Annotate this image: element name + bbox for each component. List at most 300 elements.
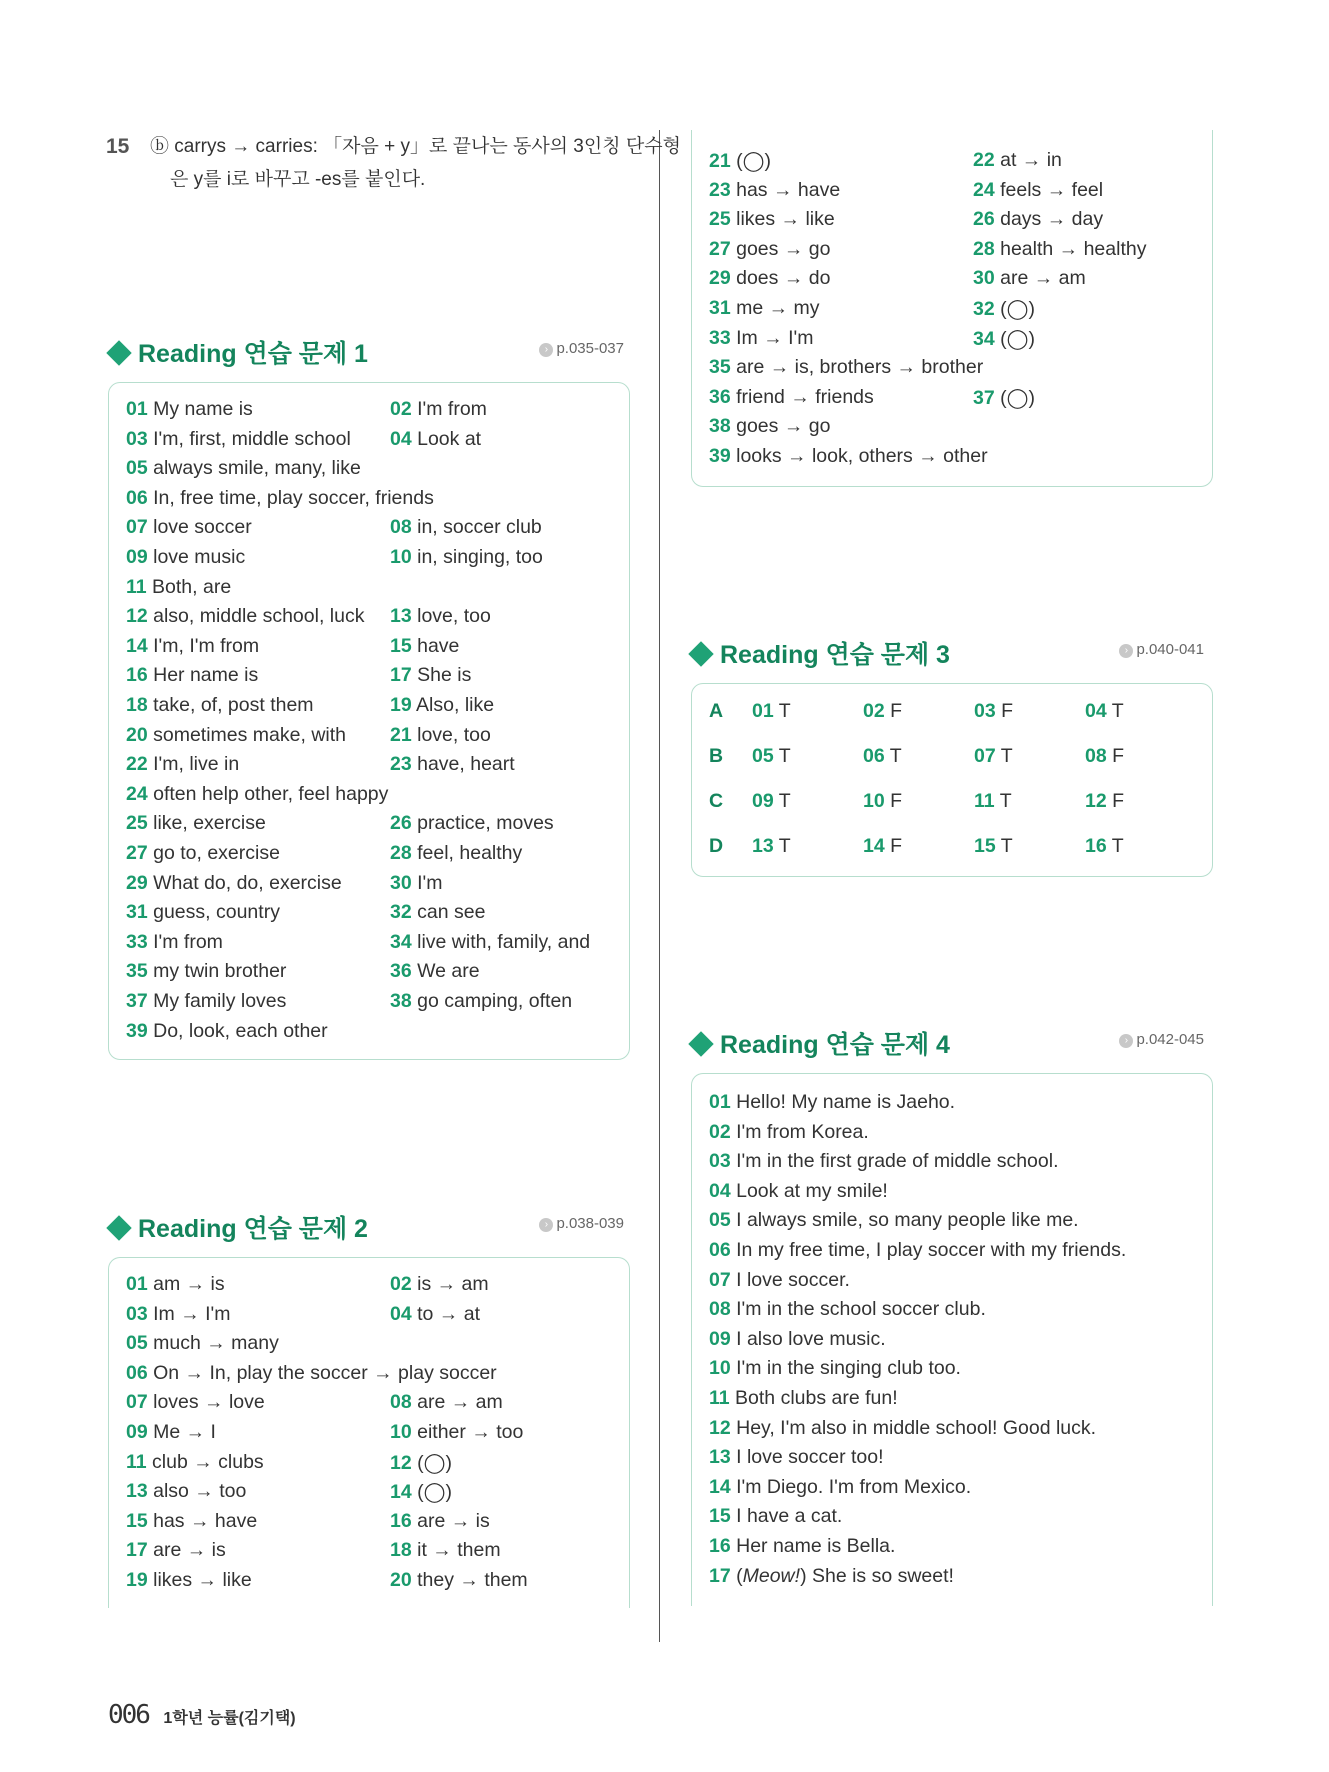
- answer-item: [126, 1451, 264, 1474]
- answer-item: [709, 415, 830, 438]
- answer-text: I'm: [411, 871, 443, 894]
- answer-item: [390, 694, 494, 717]
- answer-number: 15: [709, 1505, 731, 1528]
- explanation-line-2: 은 y를 i로 바꾸고 -es를 붙인다.: [170, 169, 426, 190]
- answer-text: are → is: [147, 1539, 226, 1562]
- row-label: D: [709, 835, 724, 857]
- answer-item: [126, 990, 286, 1013]
- answer-text: T: [1106, 700, 1124, 722]
- answer-item: [1085, 700, 1124, 723]
- answer-text: at → in: [994, 149, 1062, 171]
- answer-item: [390, 1480, 452, 1504]
- answer-number: 08: [390, 1391, 412, 1414]
- answer-item: [709, 445, 988, 468]
- diamond-icon: [688, 641, 713, 666]
- answer-text: love, too: [411, 605, 491, 628]
- answer-number: 08: [1085, 745, 1107, 767]
- answer-text: My name is: [147, 398, 253, 420]
- answer-number: 08: [390, 516, 412, 539]
- answer-item: [390, 724, 491, 747]
- answer-text: always smile, many, like: [147, 457, 361, 480]
- answer-item: [973, 149, 1062, 172]
- answer-text: We are: [411, 960, 480, 983]
- answer-text: I'm, I'm from: [147, 634, 260, 657]
- answer-item: [973, 179, 1103, 202]
- answer-item: [709, 1150, 1059, 1173]
- answer-number: 10: [709, 1357, 731, 1380]
- answer-number: 34: [973, 327, 995, 350]
- answer-item: [390, 872, 443, 895]
- answer-text: I love soccer.: [730, 1268, 850, 1291]
- answer-text: F: [884, 790, 903, 812]
- answer-item: [709, 297, 820, 320]
- answer-text: What do, do, exercise: [147, 871, 342, 894]
- answer-number: 04: [1085, 700, 1107, 722]
- answer-text: loves → love: [147, 1391, 265, 1414]
- answer-number: 01: [126, 1273, 148, 1295]
- answer-number: 16: [709, 1535, 731, 1557]
- answer-number: 30: [973, 267, 995, 290]
- answer-number: 35: [126, 960, 148, 983]
- answer-text: go to, exercise: [147, 842, 280, 864]
- answer-text: club → clubs: [146, 1450, 264, 1473]
- answer-item: [126, 1421, 216, 1444]
- answer-number: 20: [390, 1569, 412, 1591]
- answer-number: 07: [126, 516, 148, 539]
- answer-text: T: [995, 835, 1013, 857]
- answer-item: [709, 1209, 1079, 1232]
- section-4-header: [688, 1025, 1204, 1065]
- answer-item: [863, 790, 902, 813]
- section-title: Reading 연습 문제 4: [720, 1031, 950, 1059]
- answer-text: feel, healthy: [411, 842, 523, 864]
- answer-item: [126, 398, 253, 421]
- answer-item: [974, 790, 1012, 813]
- answer-number: 05: [752, 745, 774, 767]
- answer-text: my twin brother: [147, 960, 287, 983]
- answer-item: [390, 842, 522, 865]
- answer-number: 31: [709, 297, 731, 319]
- answer-text: (◯): [994, 298, 1035, 320]
- answer-text: have, heart: [411, 753, 515, 776]
- answer-number: 03: [126, 1302, 148, 1325]
- answer-number: 05: [709, 1209, 731, 1232]
- section-3-answers: [691, 683, 1213, 877]
- answer-text: T: [773, 835, 791, 857]
- page-reference: [1119, 641, 1204, 658]
- answer-text: guess, country: [147, 901, 280, 924]
- answer-text: (◯): [411, 1451, 452, 1474]
- answer-number: 21: [390, 723, 412, 746]
- answer-number: 03: [974, 700, 996, 722]
- answer-text: (◯): [994, 327, 1035, 350]
- answer-text: goes → go: [730, 415, 831, 438]
- answer-item: [126, 694, 314, 717]
- answer-number: 29: [709, 267, 731, 290]
- answer-item: [709, 1446, 884, 1469]
- answer-item: [126, 901, 280, 924]
- answer-number: 17: [390, 664, 412, 687]
- answer-text: T: [995, 745, 1013, 767]
- answer-text: In my free time, I play soccer with my friends.: [730, 1239, 1127, 1261]
- page-reference-text: p.042-045: [1136, 1031, 1204, 1048]
- answer-text: go camping, often: [411, 990, 573, 1012]
- answer-text: are → is: [411, 1509, 490, 1532]
- answer-text: Hey, I'm also in middle school! Good luck.: [730, 1416, 1097, 1439]
- section-4-answers: [691, 1073, 1213, 1606]
- section-title: Reading 연습 문제 2: [138, 1215, 368, 1243]
- answer-number: 04: [390, 1302, 412, 1325]
- answer-number: 02: [863, 700, 885, 722]
- answer-number: 19: [390, 694, 412, 716]
- answer-item: [973, 267, 1086, 290]
- page-reference: [539, 340, 624, 357]
- answer-text: are → am: [411, 1391, 503, 1414]
- answer-number: 09: [126, 1421, 148, 1443]
- answer-number: 02: [390, 1273, 412, 1295]
- answer-item: [709, 179, 840, 202]
- answer-number: 05: [126, 457, 148, 480]
- answer-text: She is: [411, 664, 472, 687]
- answer-number: 02: [709, 1120, 731, 1143]
- answer-item: [126, 960, 286, 983]
- answer-number: 24: [973, 178, 995, 201]
- answer-item: [1085, 835, 1124, 858]
- answer-number: 20: [126, 723, 148, 746]
- answer-text: Im → I'm: [730, 326, 814, 349]
- answer-text: Hello! My name is Jaeho.: [730, 1091, 956, 1113]
- answer-item: [863, 835, 902, 858]
- section-1-answers: [108, 382, 630, 1060]
- answer-text: can see: [411, 901, 486, 924]
- answer-number: 13: [390, 605, 412, 628]
- answer-text: in, soccer club: [411, 516, 542, 539]
- answer-item: [709, 1091, 955, 1114]
- answer-item: [709, 1269, 850, 1292]
- answer-item: [752, 745, 791, 768]
- answer-number: 05: [126, 1332, 148, 1355]
- arrow-right-icon: ›: [539, 343, 553, 357]
- answer-item: [709, 386, 874, 409]
- answer-number: 12: [1085, 790, 1107, 812]
- answer-text: friend → friends: [730, 385, 874, 408]
- answer-number: 03: [126, 427, 148, 450]
- answer-number: 23: [709, 178, 731, 201]
- answer-number: 18: [390, 1539, 412, 1562]
- answer-number: 15: [126, 1509, 148, 1532]
- answer-item: [126, 546, 245, 569]
- answer-number: 36: [709, 385, 731, 408]
- answer-item: [126, 812, 266, 835]
- answer-number: 15: [390, 634, 412, 657]
- answer-number: 12: [709, 1416, 731, 1439]
- answer-number: 32: [390, 901, 412, 924]
- answer-text: are → am: [994, 267, 1086, 290]
- answer-item: [390, 1391, 503, 1414]
- answer-text: much → many: [147, 1332, 279, 1355]
- answer-item: [974, 745, 1013, 768]
- answer-number: 26: [390, 812, 412, 835]
- section-title: Reading 연습 문제 3: [720, 641, 950, 669]
- answer-text: I love soccer too!: [730, 1446, 884, 1469]
- answer-number: 09: [752, 790, 774, 812]
- answer-number: 01: [709, 1091, 731, 1113]
- diamond-icon: [106, 1215, 131, 1240]
- section-2-answers: [108, 1257, 630, 1608]
- answer-text: Look at my smile!: [730, 1179, 888, 1202]
- page-reference-text: p.035-037: [556, 340, 624, 357]
- answer-item: [126, 1569, 252, 1592]
- answer-text: Look at: [411, 427, 482, 450]
- answer-text: are → is, brothers → brother: [730, 356, 984, 379]
- answer-number: 30: [390, 871, 412, 894]
- answer-item: [390, 398, 487, 421]
- answer-number: 13: [126, 1480, 148, 1503]
- answer-item: [126, 1480, 246, 1503]
- answer-text: Both clubs are fun!: [729, 1387, 898, 1409]
- answer-number: 11: [974, 790, 995, 812]
- answer-number: 33: [709, 326, 731, 349]
- answer-text: also, middle school, luck: [147, 605, 365, 628]
- section-3-header: [688, 635, 1204, 675]
- answer-number: 19: [126, 1569, 148, 1591]
- page-number: 006: [108, 1700, 149, 1730]
- answer-item: [390, 812, 554, 835]
- answer-text: In, free time, play soccer, friends: [147, 486, 434, 509]
- answer-item: [126, 1539, 226, 1562]
- answer-number: 29: [126, 871, 148, 894]
- answer-item: [126, 872, 342, 895]
- answer-text: likes → like: [730, 208, 835, 231]
- answer-item: [126, 931, 223, 954]
- answer-number: 39: [126, 1019, 148, 1042]
- answer-text: I'm Diego. I'm from Mexico.: [730, 1475, 972, 1498]
- answer-text: sometimes make, with: [147, 723, 347, 746]
- answer-item: [709, 1121, 869, 1144]
- section-2-answers-continued: [691, 130, 1213, 487]
- answer-text: I'm from: [411, 398, 487, 420]
- arrow-right-icon: ›: [1119, 1034, 1133, 1048]
- answer-number: 01: [126, 398, 148, 420]
- answer-item: [752, 790, 791, 813]
- answer-item: [126, 635, 259, 658]
- answer-text: looks → look, others → other: [730, 445, 988, 467]
- answer-item: [126, 605, 364, 628]
- answer-item: [973, 327, 1035, 351]
- answer-number: 07: [709, 1268, 731, 1291]
- row-label: B: [709, 745, 724, 767]
- section-title: Reading 연습 문제 1: [138, 340, 368, 368]
- answer-item: [126, 1332, 279, 1355]
- answer-number: 31: [126, 901, 148, 924]
- answer-item: [709, 1535, 895, 1558]
- answer-item: [126, 1273, 225, 1296]
- answer-item: [390, 1451, 452, 1475]
- answer-text: On → In, play the soccer → play soccer: [147, 1361, 497, 1384]
- answer-number: 13: [752, 835, 774, 857]
- answer-item: [126, 664, 258, 687]
- answer-text: often help other, feel happy: [147, 782, 389, 805]
- answer-text: I'm, live in: [147, 753, 240, 776]
- answer-item: [390, 990, 572, 1013]
- answer-item: [1085, 790, 1124, 813]
- answer-number: 10: [390, 546, 412, 568]
- answer-item: [390, 960, 480, 983]
- answer-text: also → too: [147, 1480, 247, 1503]
- answer-item: [1085, 745, 1124, 768]
- answer-item: [709, 1328, 886, 1351]
- answer-number: 35: [709, 356, 731, 379]
- arrow-right-icon: ›: [539, 1218, 553, 1232]
- answer-number: 14: [390, 1481, 412, 1504]
- answer-number: 38: [709, 415, 731, 438]
- answer-item: [390, 1569, 528, 1592]
- answer-number: 12: [390, 1451, 412, 1474]
- answer-item: [974, 700, 1013, 723]
- answer-text: I'm in the school soccer club.: [730, 1298, 986, 1321]
- answer-number: 07: [126, 1391, 148, 1414]
- answer-text: live with, family, and: [411, 930, 591, 953]
- answer-number: 27: [126, 842, 148, 864]
- answer-item: [709, 1387, 898, 1410]
- answer-text: likes → like: [147, 1569, 252, 1591]
- answer-item: [863, 745, 902, 768]
- page-reference: [1119, 1031, 1204, 1048]
- answer-item: [126, 1362, 497, 1385]
- answer-number: 27: [709, 237, 731, 260]
- answer-text: I also love music.: [730, 1327, 886, 1350]
- answer-number: 32: [973, 298, 995, 320]
- answer-item: [126, 783, 388, 806]
- answer-number: 21: [709, 150, 731, 172]
- answer-text: love music: [147, 546, 246, 568]
- answer-text: F: [1106, 745, 1125, 767]
- answer-item: [752, 835, 791, 858]
- answer-number: 14: [863, 835, 885, 857]
- answer-item: [973, 297, 1035, 321]
- arrow-right-icon: ›: [1119, 644, 1133, 658]
- page-reference: [539, 1215, 624, 1232]
- answer-item: [709, 327, 814, 350]
- answer-item: [390, 901, 485, 924]
- answer-item: [126, 487, 434, 510]
- answer-text: they → them: [411, 1569, 528, 1591]
- answer-text: Her name is: [147, 664, 259, 687]
- answer-text: has → have: [730, 178, 841, 201]
- answer-item: [126, 457, 361, 480]
- answer-text: I'm in the singing club too.: [730, 1357, 961, 1380]
- answer-item: [709, 238, 830, 261]
- answer-item: [709, 149, 771, 173]
- answer-item: [126, 516, 252, 539]
- answer-number: 37: [126, 990, 148, 1012]
- answer-text: Im → I'm: [147, 1302, 231, 1325]
- answer-text: Both, are: [146, 575, 232, 598]
- answer-text: love, too: [411, 723, 491, 746]
- answer-text: T: [994, 790, 1012, 812]
- answer-item: [390, 1421, 523, 1444]
- answer-number: 33: [126, 930, 148, 953]
- answer-text: has → have: [147, 1509, 258, 1532]
- answer-number: 13: [709, 1446, 731, 1469]
- answer-number: 09: [709, 1327, 731, 1350]
- answer-item: [126, 1391, 265, 1414]
- answer-number: 39: [709, 445, 731, 467]
- answer-item: [126, 428, 351, 451]
- answer-item: [126, 753, 239, 776]
- answer-text: T: [773, 745, 791, 767]
- answer-text: am → is: [147, 1273, 225, 1295]
- answer-item: [390, 428, 481, 451]
- answer-text: (◯): [730, 150, 771, 172]
- answer-item: [709, 208, 835, 231]
- answer-number: 18: [126, 694, 148, 716]
- answer-number: 02: [390, 398, 412, 420]
- answer-number: 11: [126, 575, 147, 598]
- answer-item: [709, 267, 830, 290]
- answer-text: Do, look, each other: [147, 1019, 328, 1042]
- answer-text: Her name is Bella.: [730, 1535, 896, 1557]
- answer-number: 04: [390, 427, 412, 450]
- answer-item: [390, 664, 471, 687]
- column-divider: [659, 130, 660, 1642]
- answer-text: it → them: [411, 1539, 501, 1562]
- answer-number: 36: [390, 960, 412, 983]
- answer-number: 16: [1085, 835, 1107, 857]
- answer-text: My family loves: [147, 990, 287, 1012]
- section-2-header: [106, 1209, 624, 1249]
- answer-number: 28: [973, 237, 995, 260]
- answer-item: [709, 1357, 961, 1380]
- answer-item: [709, 1298, 986, 1321]
- page-footer: [108, 1700, 296, 1730]
- answer-number: 11: [709, 1387, 730, 1409]
- question-number: 15: [106, 135, 130, 158]
- answer-item: [390, 516, 542, 539]
- answer-number: 12: [126, 605, 148, 628]
- answer-item: [126, 1510, 257, 1533]
- answer-number: 01: [752, 700, 774, 722]
- answer-item: [390, 931, 590, 954]
- answer-number: 25: [126, 812, 148, 835]
- answer-text: T: [884, 745, 902, 767]
- answer-text: have: [411, 634, 460, 657]
- answer-text: F: [884, 700, 903, 722]
- answer-item: [974, 835, 1013, 858]
- answer-number: 09: [126, 546, 148, 568]
- answer-number: 06: [863, 745, 885, 767]
- answer-text: to → at: [411, 1302, 480, 1325]
- answer-number: 06: [126, 486, 148, 509]
- answer-number: 17: [126, 1539, 148, 1562]
- answer-item: [709, 1239, 1126, 1262]
- answer-number: 26: [973, 208, 995, 231]
- answer-item: [126, 576, 231, 599]
- answer-text: I'm from Korea.: [730, 1120, 869, 1143]
- answer-number: 17: [709, 1564, 731, 1587]
- answer-number: 28: [390, 842, 412, 864]
- answer-text: is → am: [411, 1273, 489, 1295]
- answer-number: 37: [973, 386, 995, 409]
- answer-item: [709, 1476, 971, 1499]
- answer-text: (◯): [411, 1481, 452, 1504]
- page-reference-text: p.040-041: [1136, 641, 1204, 658]
- answer-text: health → healthy: [994, 237, 1147, 260]
- answer-text: practice, moves: [411, 812, 554, 835]
- row-label: A: [709, 700, 724, 722]
- answer-text: I'm, first, middle school: [147, 427, 351, 450]
- answer-item: [390, 1539, 501, 1562]
